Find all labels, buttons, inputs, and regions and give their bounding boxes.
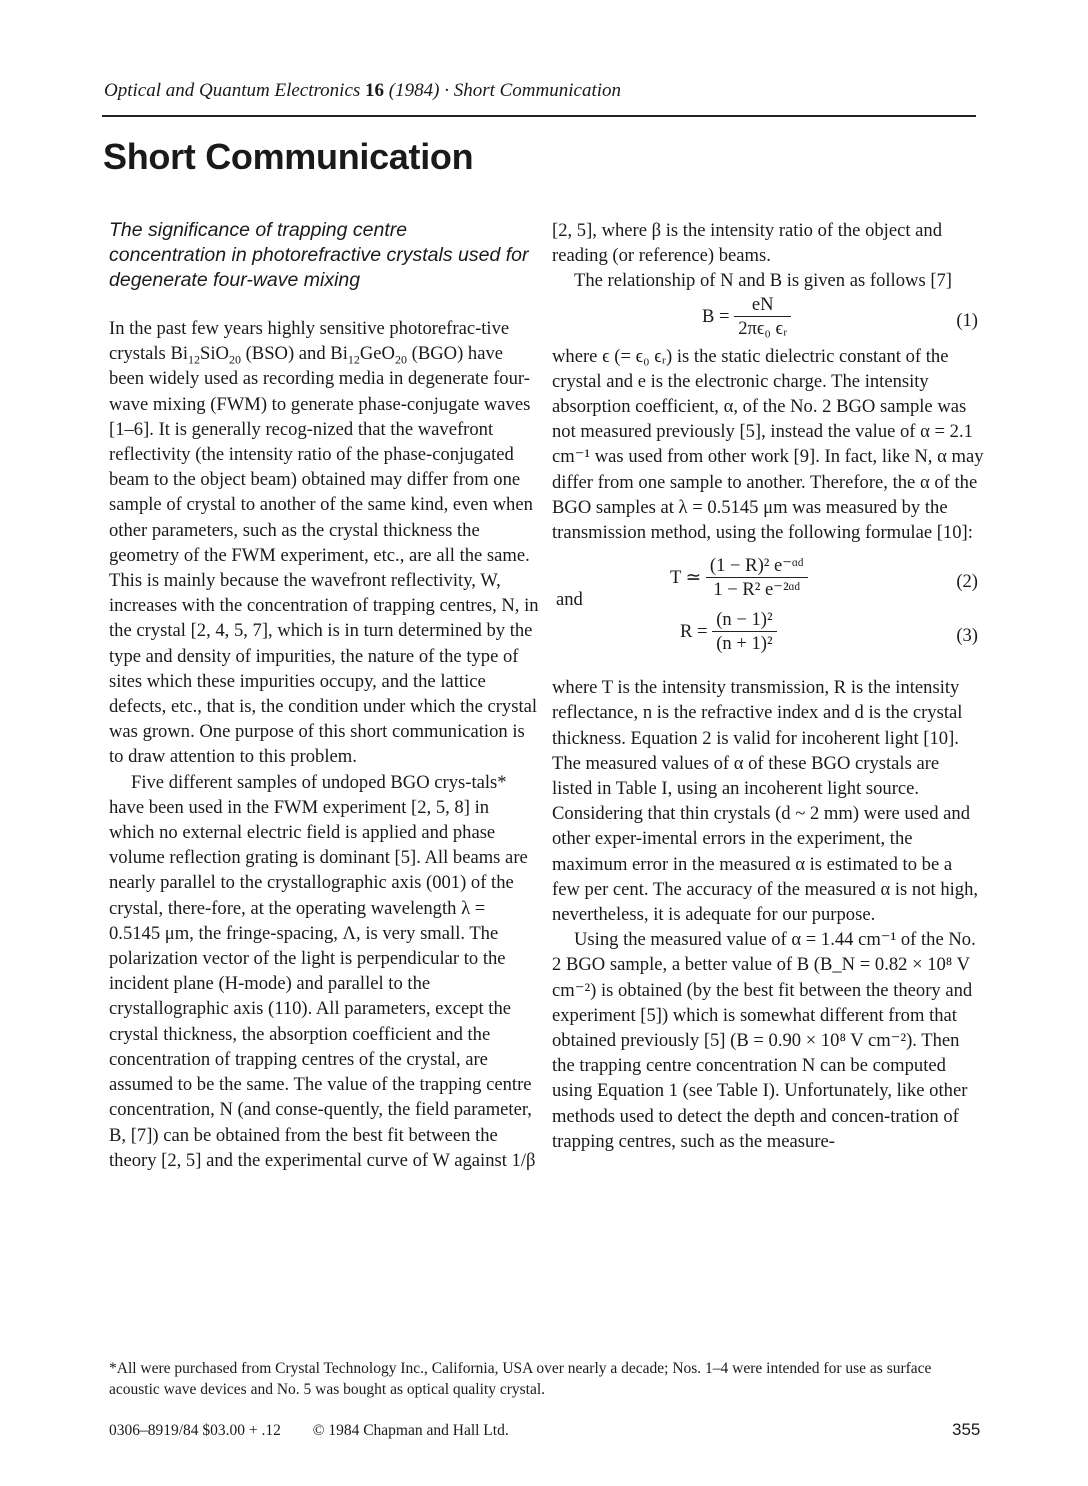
right-paragraph-1: [2, 5], where β is the intensity ratio of the object and reading (or reference) beams. <box>552 220 943 267</box>
equation-1 <box>552 294 984 344</box>
equation-1-denominator: 2πϵ₀ ϵᵣ <box>738 317 788 339</box>
and-word: and <box>556 589 583 611</box>
equation-2-number: (2) <box>956 571 978 593</box>
footer-code: 0306–8919/84 $03.00 + .12 <box>109 1422 281 1439</box>
equation-3-fraction <box>712 609 776 656</box>
footnote: *All were purchased from Crystal Technology Inc., California, USA over nearly a decade; Nos. 1–4 were intended for use as surface acoustic wave devices and No. 5 was bought as optical quality crystal. <box>109 1360 932 1398</box>
equation-1-fraction <box>734 294 791 341</box>
equation-1-number: (1) <box>956 309 978 331</box>
equation-2-numerator: (1 − R)² e⁻ᵅᵈ <box>706 555 808 578</box>
equation-2-denominator: 1 − R² e⁻²ᵅᵈ <box>713 579 801 601</box>
header-rule <box>102 115 976 117</box>
journal-name: Optical and Quantum Electronics <box>104 80 361 101</box>
footer-info <box>109 1422 509 1440</box>
equation-3-numerator: (n − 1)² <box>712 609 776 632</box>
equation-2-lhs: T ≃ <box>670 567 702 588</box>
equation-2 <box>552 555 984 605</box>
left-paragraph-2: Five different samples of undoped BGO crys-tals* have been used in the FWM experiment [2, 5, 8] in which no external electric field is applied and phase volume reflection grating is dominant [5]. All beams are nearly parallel to the crystallographic axis (001) of the crystal, there-fore, at the operating wavelength λ = 0.5145 μm, the fringe-spacing, Λ, is very small. The polarization vector of the light is perpendicular to the incident plane (H-mode) and parallel to the crystallographic axis (110). All parameters, except the crystal thickness, the absorption coefficient and the concentration of trapping centres of the crystal, are assumed to be the same. The value of the trapping centre concentration, N (and conse-quently, the field parameter, B, [7]) can be obtained from the best fit between the theory [2, 5] and the experimental curve of W against 1/β <box>109 771 536 1171</box>
running-head <box>104 80 621 102</box>
equation-3-denominator: (n + 1)² <box>716 633 773 655</box>
equation-3-lhs: R = <box>680 621 708 642</box>
equation-1-lhs: B = <box>702 305 730 327</box>
article-title: The significance of trapping centre concentration in photorefractive crystals used for degenerate four-wave mixing <box>109 219 529 291</box>
equation-3-number: (3) <box>956 625 978 647</box>
right-paragraph-3: where ϵ (= ϵ₀ ϵᵣ) is the static dielectric constant of the crystal and e is the electronic charge. The intensity absorption coefficient, α, of the No. 2 BGO sample was not measured previously [5], instead the value of α = 2.1 cm⁻¹ was used from other work [9]. In fact, like N, α may differ from one sample to another. Therefore, the α of the BGO samples at λ = 0.5145 μm was measured by the transmission method, using the following formulae [10]: <box>552 345 984 544</box>
equation-2-fraction <box>706 555 808 602</box>
journal-volume: 16 <box>365 80 385 101</box>
right-paragraph-5: Using the measured value of α = 1.44 cm⁻¹ of the No. 2 BGO sample, a better value of B (B_N = 0.82 × 10⁸ V cm⁻²) is obtained (by the best fit between the theory and experiment [5]) which is somewhat different from that obtained previously [5] (B = 0.90 × 10⁸ V cm⁻²). Then the trapping centre concentration N can be computed using Equation 1 (see Table I). Unfortunately, like other methods used to detect the depth and concen-tration of trapping centres, such as the measure- <box>552 929 976 1152</box>
equation-1-numerator: eN <box>734 294 791 317</box>
right-paragraph-2: The relationship of N and B is given as follows [7] <box>574 270 953 292</box>
right-paragraph-4: where T is the intensity transmission, R is the intensity reflectance, n is the refractive index and d is the crystal thickness. Equation 2 is valid for incoherent light [10]. The measured values of α of these BGO crystals are listed in Table I, using an incoherent light source. Considering that thin crystals (d ~ 2 mm) were used and other exper-imental errors in the experiment, the maximum error in the measured α is estimated to be a few per cent. The accuracy of the measured α is not high, nevertheless, it is adequate for our purpose. <box>552 677 979 926</box>
page-number: 355 <box>952 1420 981 1439</box>
left-column <box>109 316 539 1173</box>
footer-copyright: © 1984 Chapman and Hall Ltd. <box>312 1422 509 1439</box>
section-title: Short Communication <box>103 136 474 177</box>
left-paragraph-1: In the past few years highly sensitive photorefrac-tive crystals $Bi_{12}SiO_{20}$ (BSO) and $Bi_{12}GeO_{20}$ (BGO) have been widely used as recording media in degenerate four-wave mixing (FWM) to generate phase-conjugate waves [1–6]. It is generally recog-nized that the wavefront reflectivity (the intensity ratio of the phase-conjugated beam to the object beam) obtained may differ from one sample of crystal to another of the same kind, even when other parameters, such as the crystal thickness the geometry of the FWM experiment, etc., are all the same. This is mainly because the wavefront reflectivity, W, increases with the concentration of trapping centres, N, in the crystal [2, 4, 5, 7], which is in turn determined by the type and density of impurities, the nature of the type of sites which these impurities occupy, and the lattice defects, etc., that is, the condition under which the crystal was grown. One purpose of this short communication is to draw attention to this problem. <box>109 318 539 768</box>
journal-year-section: (1984) · Short Communication <box>388 80 622 101</box>
right-column <box>552 218 984 1154</box>
